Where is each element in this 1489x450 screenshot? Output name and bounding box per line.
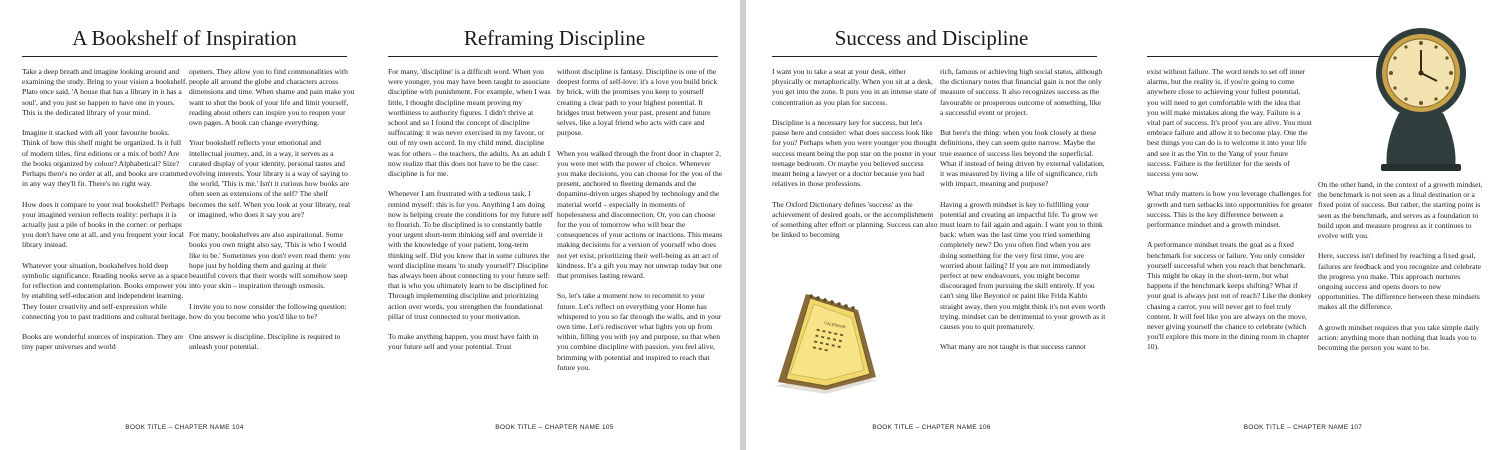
column-right	[557, 67, 723, 383]
column-right	[189, 67, 355, 363]
paragraph: For many, bookshelves are also aspirational. Some books you own might also say, 'This is who I would like to be.' Sometimes you don't even read them: you hope just by holding them and gazing at their beautiful covers that their words will somehow seep into your skin – inspiration through osmosis.	[189, 230, 350, 291]
page-footer: BOOK TITLE – CHAPTER NAME 104	[125, 424, 244, 431]
paragraph: Your bookshelf reflects your emotional and intellectual journey, and, in a way, it serves as a curated display of your identity, personal tastes and evolving interests. Your library is a way of saying to the world, 'This is me.' Isn't it curious how books are often seen as extensions of the self? The shelf becomes the self. When you look at your library, real or imagined, who does it say you are?	[189, 138, 351, 219]
paragraph: Whenever I am frustrated with a tedious task, I remind myself: this is for you. Anything I am doing now is helping create the conditions for my future self to flourish. To be disciplined is to constantly battle your urgent short-term thinking self and override it with the knowledge of your patient, long-term thinking self. Did you know that in some cultures the word discipline means 'to study yourself'? Discipline has always been about connecting to your future self: that is who you ultimately learn to be disciplined for. Through implementing discipline and prioritizing action over words, you strengthen the foundational pillar of trust connected to your motivation.	[388, 189, 553, 321]
paragraph: Imagine it stacked with all your favourite books. Think of how this shelf might be organized. Is it full of modern titles, first editions or a mix of both? Are the books organized by colour? Alphabetical? Size? Perhaps there's no order at all, and books are crammed in any way they'll fit. There's no right way.	[22, 128, 188, 189]
calendar-month-label: CALENDAR	[823, 320, 847, 330]
paragraph: So, let's take a moment now to recommit to your future. Let's reflect on everything your Home has whispered to you so far through the walls, and in your own time. Let's rediscover what lights you up from within, filling you with joy and purpose, so that when you combine discipline with passion, you feel alive, brimming with potential and inspired to reach that future you.	[557, 291, 722, 372]
page-title: Reframing Discipline	[463, 26, 646, 50]
title-rule	[388, 56, 718, 57]
paragraph: But here's the thing: when you look closely at these definitions, they can seem quite narrow. Maybe the true essence of success lies beyond the superficial. What if instead of being driven by external validation, it was measured by living a life of significance, rich with impact, meaning and purpose?	[940, 128, 1105, 189]
paragraph: A growth mindset requires that you take simple daily action: anything more than nothing that leads you to becoming the person you want to be.	[1318, 322, 1480, 353]
paragraph: exist without failure. The word tends to set off inner alarms, but the reality is, if you're going to come anywhere close to achieving your fullest potential, you will need to get comfortable with the idea that you will make mistakes along the way. Failure is a vital part of success. It's proof you are alive. You must embrace failure and allow it to become play. One the best things you can do is to welcome it into your life and see it as the Yin to the Yang of your future success. Failure is the fertilizer for the seeds of success you sow.	[1147, 67, 1312, 179]
page-title: Success and Discipline	[834, 26, 1029, 50]
paragraph: Having a growth mindset is key to fulfilling your potential and creating an impactful life. To grow we must learn to fail again and again. I want you to think back: when was the last time you tried something completely new? Do you often find when you are doing something for the very first time, you are worried about failing? If you are not immediately perfect at new endeavours, you might become discouraged from pursuing the skill entirely. If you can't sing like Beyoncé or paint like Frida Kahlo straight away, then you might think it's not even worth trying. mindset can be detrimental to your growth as it causes you to quit prematurely.	[940, 199, 1106, 332]
page-106	[746, 0, 1117, 450]
paragraph: The Oxford Dictionary defines 'success' as the achievement of desired goals, or the accomplishment of something after effort or planning. Success can also be linked to becoming	[772, 199, 938, 240]
paragraph: How does it compare to your real bookshelf? Perhaps your imagined version reflects reality: perhaps it is actually just a pile of books in the corner: or perhaps you don't have one at all, and you frequent your local library instead.	[22, 199, 185, 250]
page-title: A Bookshelf of Inspiration	[72, 26, 297, 50]
paragraph: A performance mindset treats the goal as a fixed benchmark for success or failure. You only consider yourself successful when you reach that benchmark. This might be okay in the short-term, but what happens if the benchmark keeps shifting? What if your goal is always just out of reach? Like the donkey chasing a carrot, you will never get to feel truly content. It will feel like you are always on the move, never giving yourself the chance to celebrate (which you'll explore this more in the dining room in chapter 10).	[1147, 240, 1312, 352]
column-right	[940, 67, 1106, 363]
page-footer: BOOK TITLE – CHAPTER NAME 106	[872, 424, 991, 431]
paragraph: I want you to take a seat at your desk, either physically or metaphorically. When you sit at a desk, you get into the zone. It puts you in an intense state of concentration as you plan for success.	[772, 67, 937, 107]
paragraph: I invite you to now consider the following question: how do you become who you'd like to be?	[189, 301, 347, 321]
paragraph: Books are wonderful sources of inspiration. They are tiny paper universes and world	[22, 332, 184, 352]
desk-calendar-illustration	[766, 282, 884, 397]
paragraph: What many are not taught is that success cannot	[940, 342, 1086, 352]
column-left	[388, 67, 554, 363]
paragraph: rich, famous or achieving high social status, although the dictionary notes that financial gain is not the only measure of success. It also recognizes success as the favourable or prosperous outcome of something, like a successful event or project.	[940, 67, 1103, 117]
title-rule	[22, 56, 347, 57]
column-left	[772, 67, 938, 251]
paragraph: To make anything happen, you must have faith in your future self and your potential. Trust	[388, 332, 539, 352]
paragraph: When you walked through the front door in chapter 2, you were met with the power of choice. Whenever you make decisions, you can choose for the you of the present, anchored to fleeting demands and the dopamine-driven urges shaped by technology and the material world – especially in moments of hopelessness and disconnection. Or, you can choose for the you of tomorrow who will bear the consequences of your actions or inactions. This means making decisions for a version of yourself who does not yet exist, prioritizing their well-being as an act of kindness. It's a gift you may not unwrap today but one that promises lasting reward.	[557, 148, 723, 281]
paragraph: For many, 'discipline' is a difficult word. When you were younger, you may have been taught to associate discipline with punishment. For example, when I was little, I thought discipline meant proving my worthiness to authority figures. I didn't thrive at school and so I found the concept of discipline suffocating: it was never exercised in my favour, or out of my own accord. In my child mind, discipline was for others – the teachers, the adults. As an adult I now realize that this does not have to be the case: discipline is for me.	[388, 67, 551, 179]
page-footer: BOOK TITLE – CHAPTER NAME 107	[1243, 424, 1363, 431]
column-left	[1147, 67, 1313, 363]
paragraph: Whatever your situation, bookshelves hold deep symbolic significance. Reading nooks serve as a space for reflection and contemplation. Books empower you by enabling self-education and independent learning. They foster creativity and self-expression while connecting you to past traditions and cultural heritage.	[22, 260, 188, 321]
paragraph: What truly matters is how you leverage challenges for growth and turn setbacks into opportunities for greater success. This is the key difference between a performance mindset and a growth mindset.	[1147, 189, 1313, 230]
page-104	[0, 0, 369, 450]
page-footer: BOOK TITLE – CHAPTER NAME 105	[495, 424, 614, 431]
paragraph: Here, success isn't defined by reaching a fixed goal, failures are feedback and you recognize and celebrate the progress you make. This approach nurtures ongoing success and opens doors to new opportunities. The difference between these mindsets makes all the difference.	[1318, 251, 1481, 312]
column-left	[22, 67, 188, 363]
column-right	[1318, 180, 1484, 364]
page-107	[1117, 0, 1489, 450]
paragraph: Discipline is a necessary key for success, but let's pause here and consider: what does success look like for you? Perhaps when you were younger you thought success meant being the pop star on the poster in your teenage bedroom. Or maybe you believed success meant being a lawyer or a doctor because you had relatives in those professions.	[772, 118, 937, 189]
mantel-clock-illustration	[1371, 18, 1471, 173]
paragraph: Take a deep breath and imagine looking around and examining the study. Bring to your vision a bookshelf. Plato once said, 'A house that has a library in it has a soul', and you just so happen to have one in yours. This is the dedicated library of your mind.	[22, 67, 188, 117]
page-105	[369, 0, 740, 450]
paragraph: One answer is discipline. Discipline is required to unleash your potential.	[189, 332, 341, 352]
paragraph: openers. They allow you to find commonalities with people all around the globe and characters across dimensions and time. When shame and pain make you want to shut the book of your life and limit yourself, reading about others can inspire you to reopen your own pages. A book can change everything.	[189, 67, 355, 128]
title-rule	[772, 56, 1097, 57]
paragraph: On the other hand, in the context of a growth mindset, the benchmark is not seen as a final destination or a fixed point of success. But rather, the starting point is seen as the benchmark, and serves as a foundation to build upon and measure progress as it continues to evolve with you.	[1318, 180, 1483, 241]
paragraph: without discipline is fantasy. Discipline is one of the deepest forms of self-love: it's a love you build brick by brick, with the promises you keep to yourself creating a clear path to your highest potential. It bridges trust between your past, present and future selves, like a loyal friend who acts with care and purpose.	[557, 67, 718, 138]
